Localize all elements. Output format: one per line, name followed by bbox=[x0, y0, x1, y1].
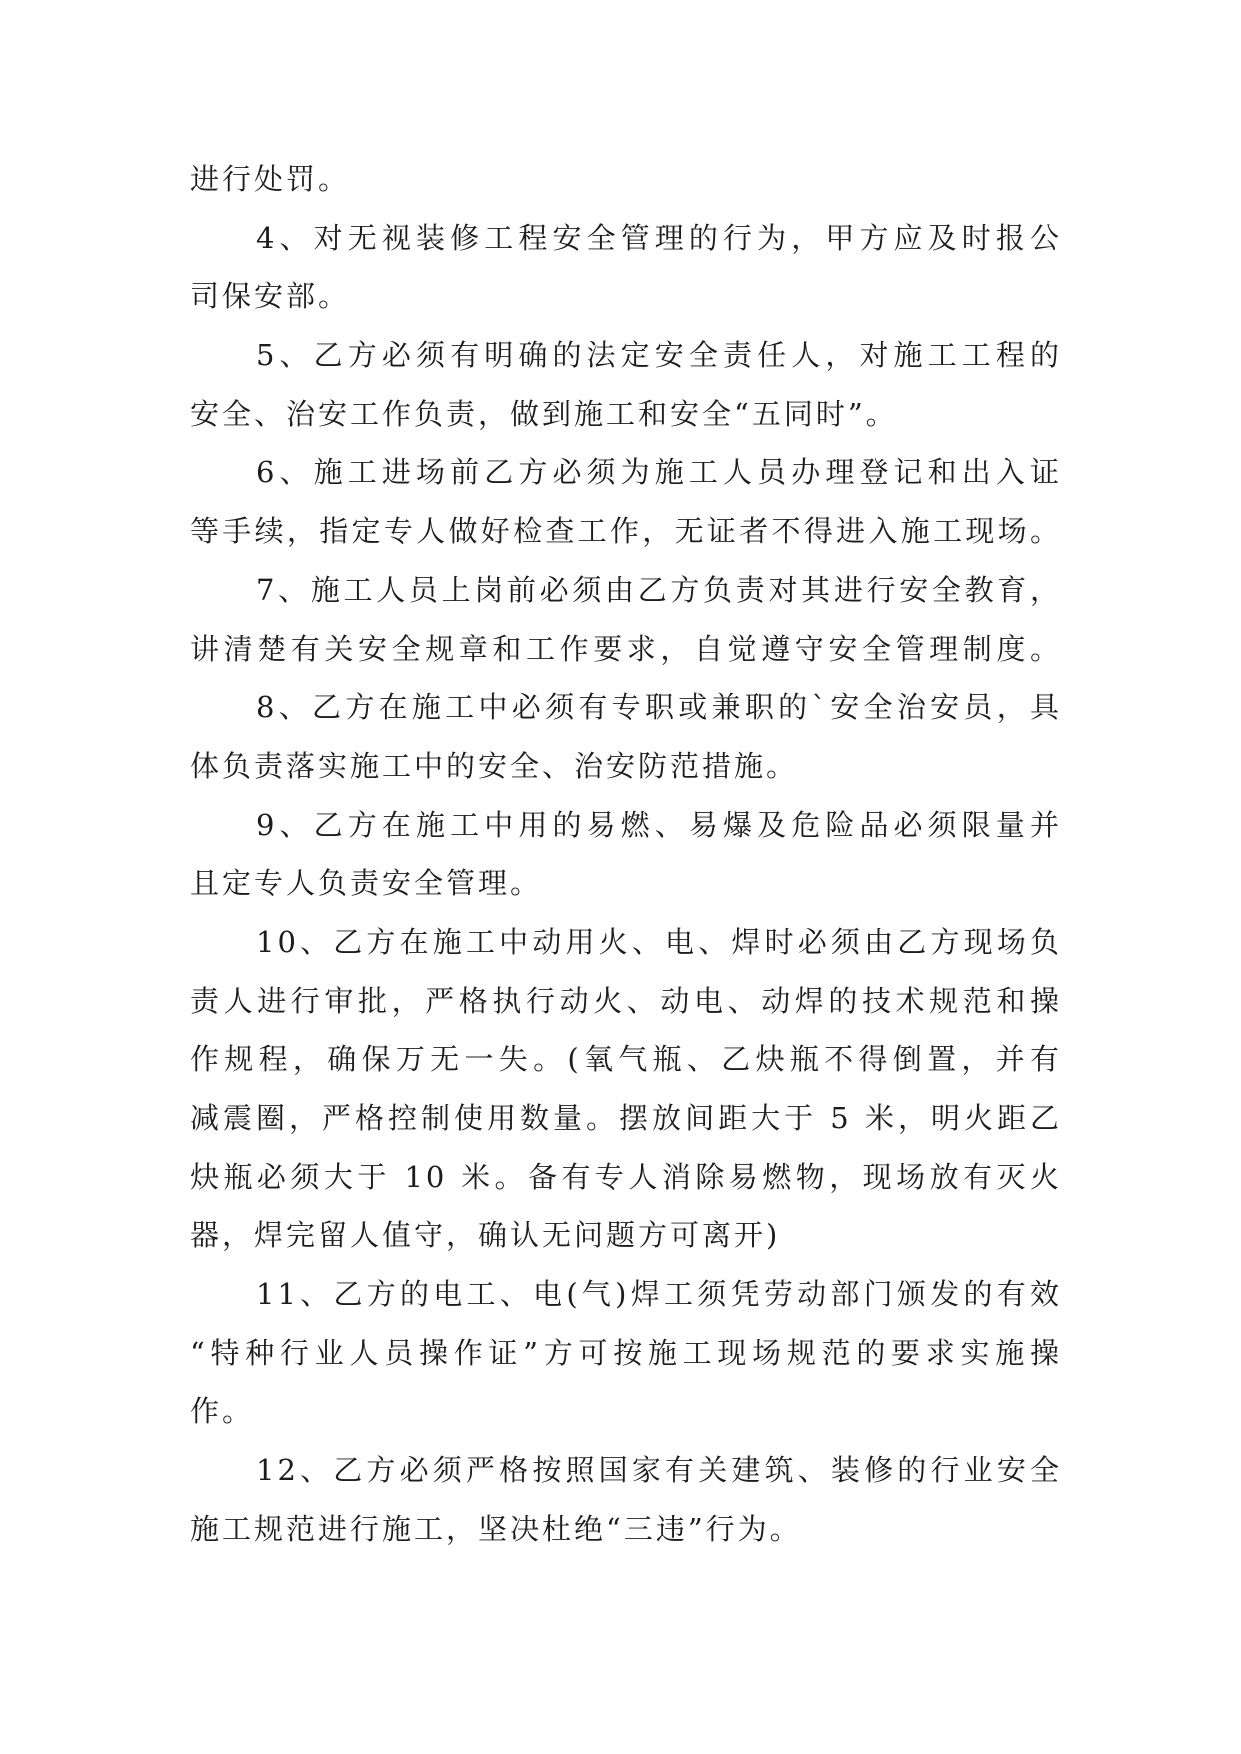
text-line: 责人进行审批，严格执行动火、动电、动焊的技术规范和操 bbox=[190, 983, 1062, 1018]
paragraph-item-7 bbox=[190, 561, 1062, 678]
text-line: 11、乙方的电工、电(气)焊工须凭劳动部门颁发的有效 bbox=[256, 1277, 1062, 1312]
text-line: 12、乙方必须严格按照国家有关建筑、装修的行业安全 bbox=[256, 1453, 1062, 1488]
paragraph-item-9 bbox=[190, 796, 1062, 913]
text-line: 8、乙方在施工中必须有专职或兼职的`安全治安员，具 bbox=[256, 690, 1062, 725]
text-line: 9、乙方在施工中用的易燃、易爆及危险品必须限量并 bbox=[256, 807, 1062, 842]
text-line: 司保安部。 bbox=[190, 279, 351, 314]
paragraph-item-8 bbox=[190, 678, 1062, 795]
text-line: 作。 bbox=[190, 1394, 255, 1429]
text-line: 且定专人负责安全管理。 bbox=[190, 866, 543, 901]
document-body bbox=[190, 150, 1062, 1559]
paragraph-continuation bbox=[190, 150, 1062, 209]
text-line: 施工规范进行施工，坚决杜绝“三违”行为。 bbox=[190, 1511, 802, 1546]
text-line: 等手续，指定专人做好检查工作，无证者不得进入施工现场。 bbox=[190, 514, 1062, 549]
text-line: 作规程，确保万无一失。(氧气瓶、乙炔瓶不得倒置，并有 bbox=[190, 1042, 1062, 1077]
text-line: 进行处罚。 bbox=[190, 162, 351, 196]
text-line: 安全、治安工作负责，做到施工和安全“五同时”。 bbox=[190, 396, 898, 431]
paragraph-item-12 bbox=[190, 1441, 1062, 1558]
text-line: “特种行业人员操作证”方可按施工现场规范的要求实施操 bbox=[190, 1335, 1062, 1370]
text-line: 10、乙方在施工中动用火、电、焊时必须由乙方现场负 bbox=[256, 924, 1062, 959]
text-line: 体负责落实施工中的安全、治安防范措施。 bbox=[190, 748, 799, 783]
text-line: 4、对无视装修工程安全管理的行为，甲方应及时报公 bbox=[256, 220, 1062, 255]
text-line: 讲清楚有关安全规章和工作要求，自觉遵守安全管理制度。 bbox=[190, 631, 1062, 666]
text-line: 炔瓶必须大于 10 米。备有专人消除易燃物，现场放有灭火 bbox=[190, 1159, 1062, 1194]
text-line: 减震圈，严格控制使用数量。摆放间距大于 5 米，明火距乙 bbox=[190, 1101, 1062, 1135]
text-line: 7、施工人员上岗前必须由乙方负责对其进行安全教育， bbox=[256, 572, 1062, 607]
paragraph-item-5 bbox=[190, 326, 1062, 443]
text-line: 6、施工进场前乙方必须为施工人员办理登记和出入证 bbox=[256, 455, 1062, 490]
paragraph-item-11 bbox=[190, 1265, 1062, 1441]
paragraph-item-4 bbox=[190, 209, 1062, 326]
text-line: 5、乙方必须有明确的法定安全责任人，对施工工程的 bbox=[256, 338, 1062, 373]
text-line: 器，焊完留人值守，确认无问题方可离开) bbox=[190, 1218, 781, 1253]
paragraph-item-10 bbox=[190, 913, 1062, 1265]
paragraph-item-6 bbox=[190, 443, 1062, 560]
